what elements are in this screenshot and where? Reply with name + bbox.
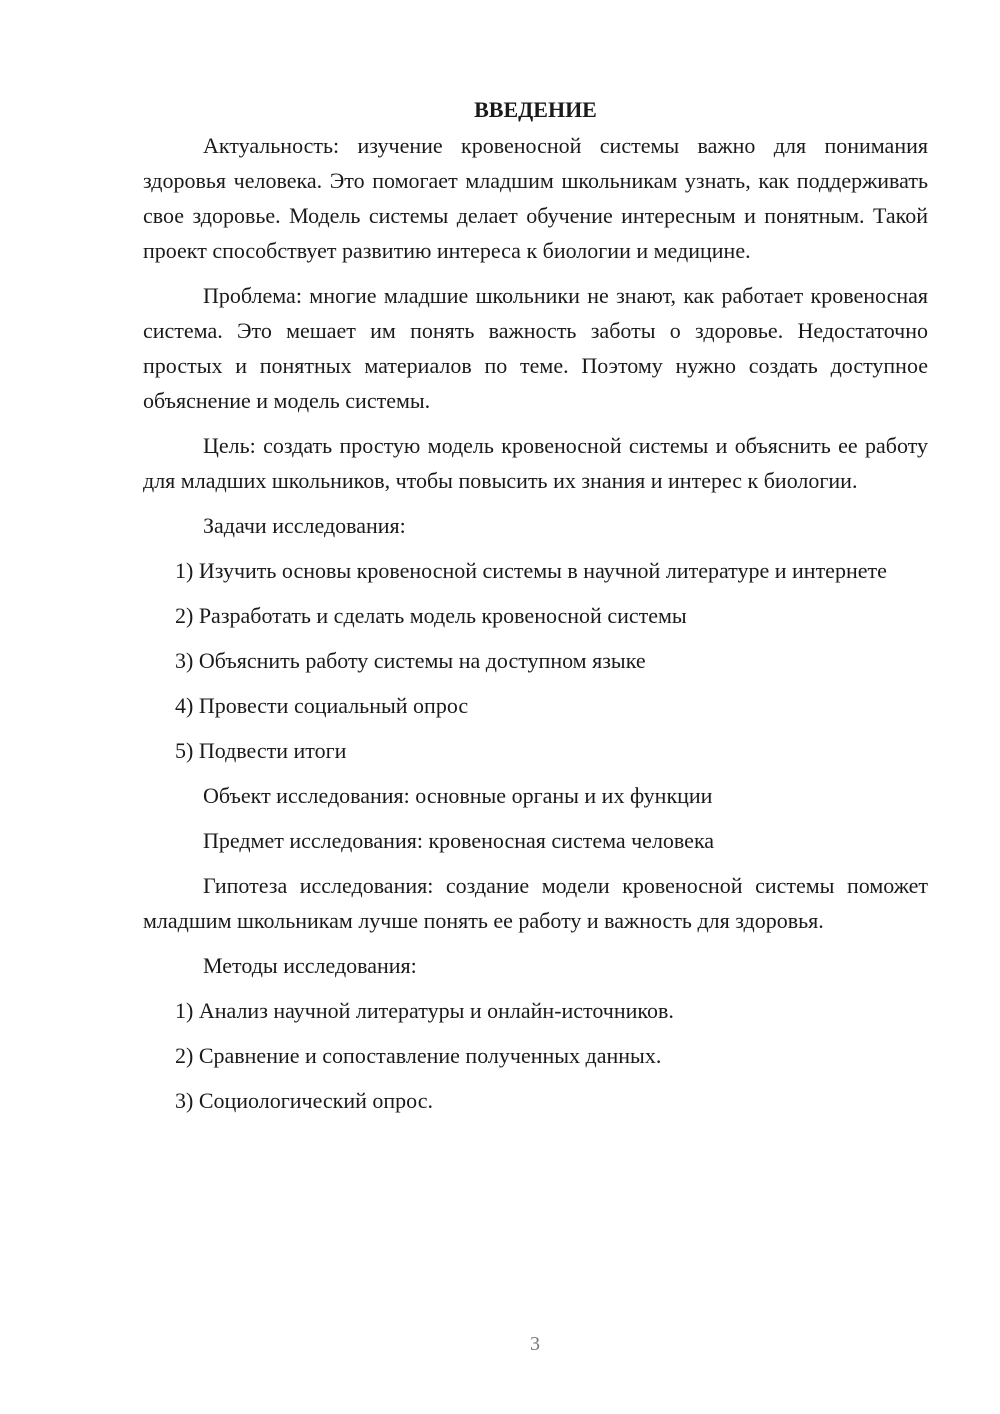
goal-paragraph: Цель: создать простую модель кровеносной системы и объяснить ее работу для младших школьников, чтобы повысить их знания и интерес к биологии. <box>143 433 928 493</box>
task-item-5: 5) Подвести итоги <box>175 738 347 763</box>
object-paragraph: Объект исследования: основные органы и их функции <box>203 783 713 808</box>
tasks-heading: Задачи исследования: <box>203 513 406 538</box>
method-item-2: 2) Сравнение и сопоставление полученных данных. <box>175 1043 662 1068</box>
page-number: 3 <box>530 1333 540 1355</box>
relevance-paragraph: Актуальность: изучение кровеносной системы важно для понимания здоровья человека. Это помогает младшим школьникам узнать, как поддерживать свое здоровье. Модель системы делает обучение интересным и понятным. Такой проект способствует развитию интереса к биологии и медицине. <box>143 133 928 263</box>
task-item-3: 3) Объяснить работу системы на доступном языке <box>175 648 646 673</box>
method-item-1: 1) Анализ научной литературы и онлайн-источников. <box>175 998 674 1023</box>
problem-paragraph: Проблема: многие младшие школьники не знают, как работает кровеносная система. Это мешает им понять важность заботы о здоровье. Недостаточно простых и понятных материалов по теме. Поэтому нужно создать доступное объяснение и модель системы. <box>143 283 928 413</box>
methods-heading: Методы исследования: <box>203 953 417 978</box>
task-item-4: 4) Провести социальный опрос <box>175 693 469 718</box>
hypothesis-paragraph: Гипотеза исследования: создание модели кровеносной системы поможет младшим школьникам лучше понять ее работу и важность для здоровья. <box>143 873 928 933</box>
document-page <box>143 92 928 1128</box>
task-item-2: 2) Разработать и сделать модель кровеносной системы <box>175 603 687 628</box>
subject-paragraph: Предмет исследования: кровеносная система человека <box>203 828 715 853</box>
method-item-3: 3) Социологический опрос. <box>175 1088 433 1113</box>
task-item-1: 1) Изучить основы кровеносной системы в научной литературе и интернете <box>175 558 887 583</box>
section-title: ВВЕДЕНИЕ <box>474 97 597 122</box>
